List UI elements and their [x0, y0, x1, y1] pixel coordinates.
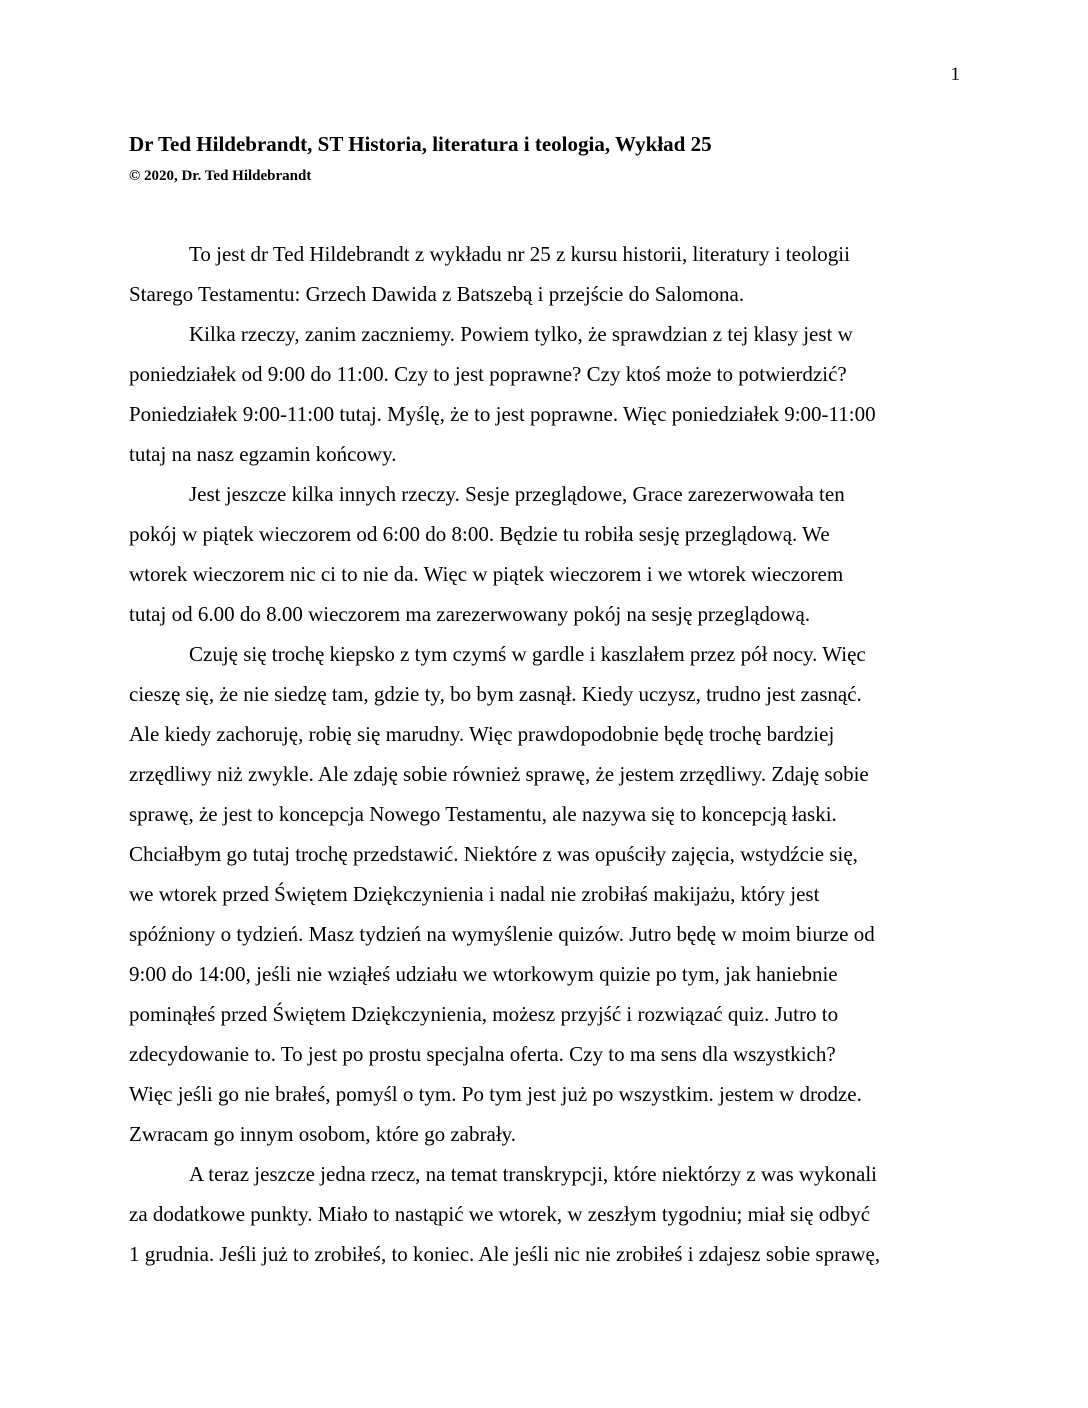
text-line: A teraz jeszcze jedna rzecz, na temat transkrypcji, które niektórzy z was wykonali [189, 1162, 878, 1186]
text-line: pominąłeś przed Świętem Dziękczynienia, możesz przyjść i rozwiązać quiz. Jutro to [129, 1002, 839, 1026]
text-line: Więc jeśli go nie brałeś, pomyśl o tym. Po tym jest już po wszystkim. jestem w drodze. [129, 1082, 862, 1106]
text-line: To jest dr Ted Hildebrandt z wykładu nr 25 z kursu historii, literatury i teologii [189, 242, 850, 266]
paragraph-exam-schedule [129, 314, 964, 474]
text-line: Zwracam go innym osobom, które go zabrały. [129, 1122, 517, 1146]
text-line: spóźniony o tydzień. Masz tydzień na wymyślenie quizów. Jutro będę w moim biurze od [129, 922, 875, 946]
text-line: zrzędliwy niż zwykle. Ale zdaję sobie również sprawę, że jestem zrzędliwy. Zdaję sobie [129, 762, 869, 786]
document-body [129, 128, 964, 1274]
text-line: Chciałbym go tutaj trochę przedstawić. Niektóre z was opuściły zajęcia, wstydźcie się, [129, 842, 858, 866]
text-line: cieszę się, że nie siedzę tam, gdzie ty, bo bym zasnął. Kiedy uczysz, trudno jest zasnąć. [129, 682, 862, 706]
text-line: pokój w piątek wieczorem od 6:00 do 8:00. Będzie tu robiła sesję przeglądową. We [129, 522, 830, 546]
text-line: Czuję się trochę kiepsko z tym czymś w gardle i kaszlałem przez pół nocy. Więc [189, 642, 866, 666]
document-title: Dr Ted Hildebrandt, ST Historia, literatura i teologia, Wykład 25 [129, 132, 712, 156]
text-line: 1 grudnia. Jeśli już to zrobiłeś, to koniec. Ale jeśli nic nie zrobiłeś i zdajesz sobie sprawę, [129, 1242, 881, 1266]
text-line: tutaj na nasz egzamin końcowy. [129, 442, 397, 466]
lecture-text [129, 234, 964, 1274]
text-line: Poniedziałek 9:00-11:00 tutaj. Myślę, że to jest poprawne. Więc poniedziałek 9:00-11:00 [129, 402, 876, 426]
text-line: tutaj od 6.00 do 8.00 wieczorem ma zarezerwowany pokój na sesję przeglądową. [129, 602, 811, 626]
paragraph-quizzes [129, 634, 964, 1154]
text-line: we wtorek przed Świętem Dziękczynienia i nadal nie zrobiłaś makijażu, który jest [129, 882, 820, 906]
text-line: zdecydowanie to. To jest po prostu specjalna oferta. Czy to ma sens dla wszystkich? [129, 1042, 836, 1066]
page-number: 1 [950, 64, 960, 85]
text-line: Starego Testamentu: Grzech Dawida z Batszebą i przejście do Salomona. [129, 282, 745, 306]
paragraph-intro [129, 234, 964, 314]
text-line: sprawę, że jest to koncepcja Nowego Testamentu, ale nazywa się to koncepcją łaski. [129, 802, 837, 826]
text-line: Kilka rzeczy, zanim zaczniemy. Powiem tylko, że sprawdzian z tej klasy jest w [189, 322, 853, 346]
text-line: Ale kiedy zachoruję, robię się marudny. Więc prawdopodobnie będę trochę bardziej [129, 722, 835, 746]
text-line: Jest jeszcze kilka innych rzeczy. Sesje przeglądowe, Grace zarezerwowała ten [189, 482, 845, 506]
text-line: poniedziałek od 9:00 do 11:00. Czy to jest poprawne? Czy ktoś może to potwierdzić? [129, 362, 847, 386]
text-line: wtorek wieczorem nic ci to nie da. Więc w piątek wieczorem i we wtorek wieczorem [129, 562, 844, 586]
paragraph-review-sessions [129, 474, 964, 634]
text-line: 9:00 do 14:00, jeśli nie wziąłeś udziału we wtorkowym quizie po tym, jak haniebnie [129, 962, 838, 986]
text-line: za dodatkowe punkty. Miało to nastąpić we wtorek, w zeszłym tygodniu; miał się odbyć [129, 1202, 871, 1226]
paragraph-transcripts [129, 1154, 964, 1274]
copyright-notice: © 2020, Dr. Ted Hildebrandt [129, 168, 312, 184]
